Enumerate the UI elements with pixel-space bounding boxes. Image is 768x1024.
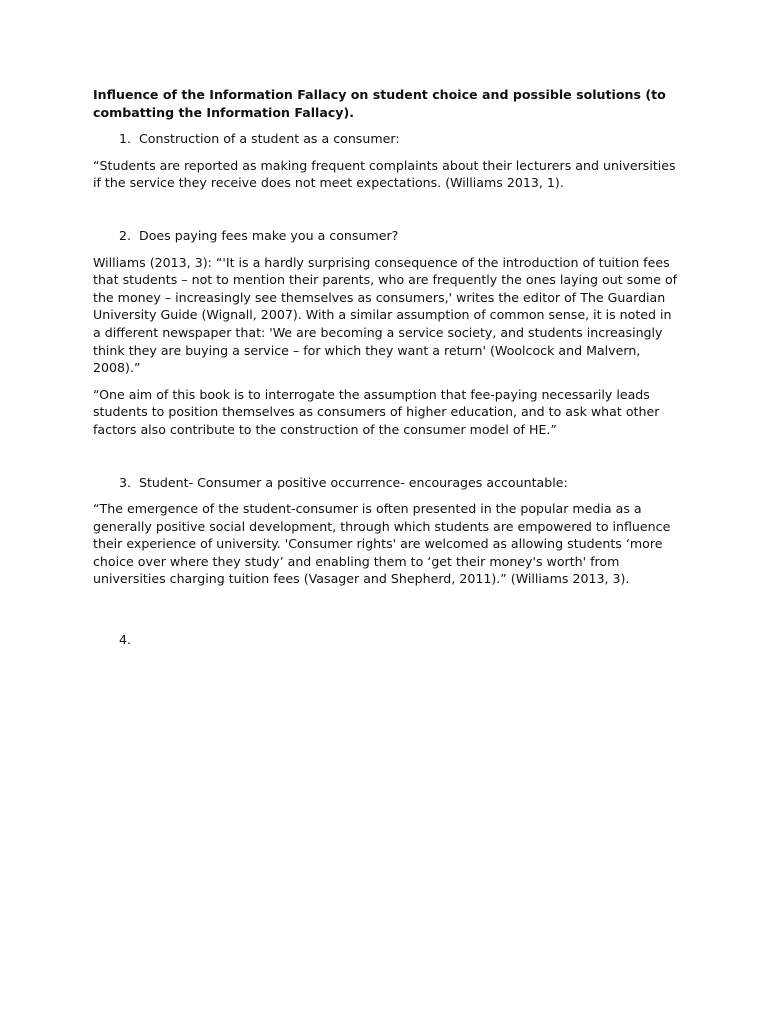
list-item-1 [93, 130, 683, 148]
section-heading: Student- Consumer a positive occurrence- encourages accountable: [139, 474, 568, 490]
list-item-3 [93, 474, 683, 492]
spacer [93, 448, 683, 474]
list-number: 4. [119, 632, 132, 648]
list-number: 2. [119, 227, 132, 243]
paragraph: Williams (2013, 3): “'It is a hardly surprising consequence of the introduction of tuition fees that students – not to mention their parents, who are frequently the ones laying out some of the money – increasingly see themselves as consumers,' writes the editor of The Guardian University Guide (Wignall, 2007). With a similar assumption of common sense, it is noted in a different newspaper that: 'We are becoming a service society, and students increasingly think they are buying a service – for which they want a return' (Woolcock and Malvern, 2008).” [93, 254, 678, 376]
document-title: Influence of the Information Fallacy on student choice and possible solutions (to combatting the Information Fallacy). [93, 87, 666, 120]
list-number: 3. [119, 474, 132, 490]
list-item-2 [93, 227, 683, 245]
spacer [93, 201, 683, 227]
paragraph: “Students are reported as making frequent complaints about their lecturers and universities if the service they receive does not meet expectations. (Williams 2013, 1). [93, 157, 676, 191]
paragraph: “One aim of this book is to interrogate the assumption that fee-paying necessarily leads students to position themselves as consumers of higher education, and to ask what other factors also contribute to the construction of the consumer model of HE.” [93, 386, 660, 437]
section-heading: Construction of a student as a consumer: [139, 131, 400, 147]
spacer [93, 597, 683, 623]
spacer [93, 623, 683, 631]
list-number: 1. [119, 131, 132, 147]
section-heading: Does paying fees make you a consumer? [139, 227, 399, 243]
document-body [93, 86, 683, 658]
list-item-4 [93, 631, 683, 649]
paragraph: “The emergence of the student-consumer is often presented in the popular media as a generally positive social development, through which students are empowered to influence their experience of university. 'Consumer rights' are welcomed as allowing students ‘more choice over where they study’ and enabling them to ‘get their money's worth' from universities charging tuition fees (Vasager and Shepherd, 2011).” (Williams 2013, 3). [93, 501, 671, 587]
